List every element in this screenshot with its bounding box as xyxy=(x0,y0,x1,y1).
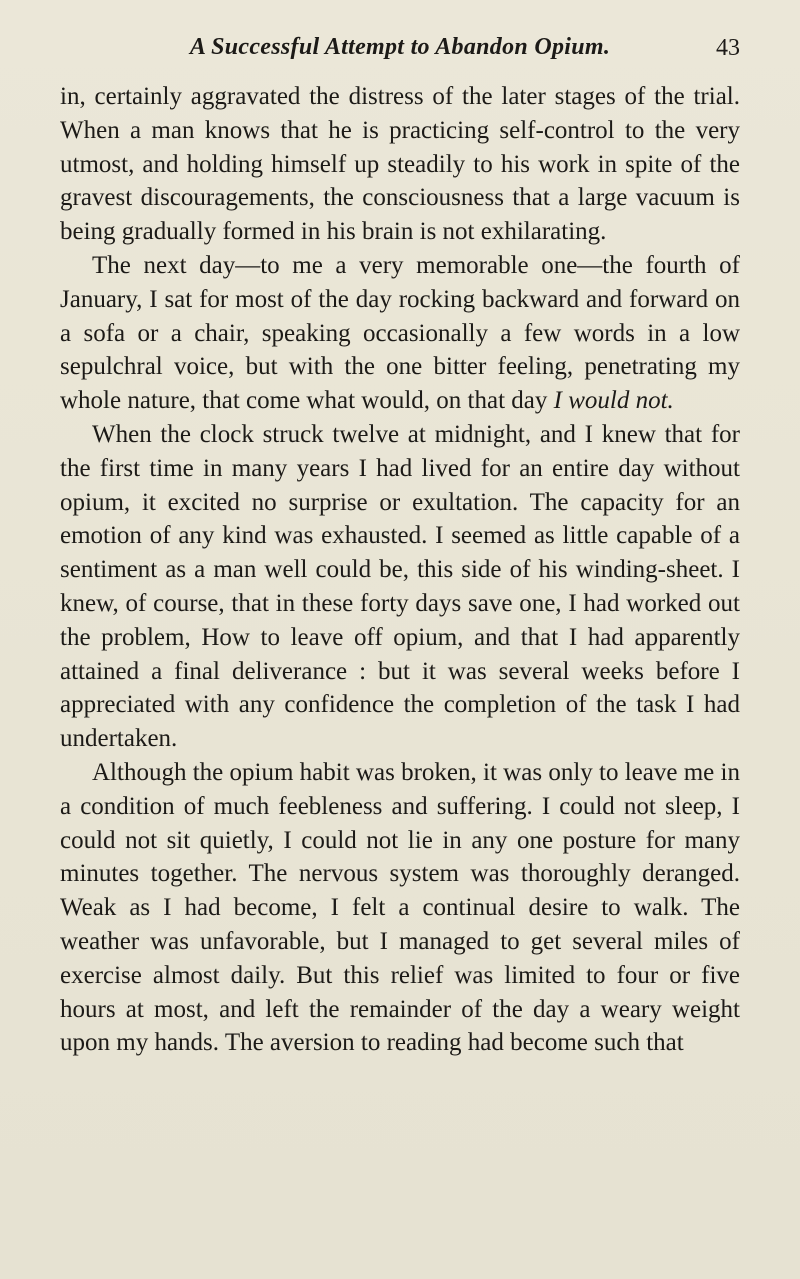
paragraph-midnight: When the clock struck twelve at midnight, and I knew that for the first time in many years I had lived for an entire day without opium, it excited no surprise or exultation. The capacity for an emotion of any kind was exhausted. I seemed as little capable of a sentiment as a man well could be, this side of his winding-sheet. I knew, of course, that in these forty days save one, I had worked out the problem, How to leave off opium, and that I had apparently attained a final deliverance : but it was several weeks before I appreciated with any confidence the completion of the task I had undertaken. xyxy=(60,420,740,753)
page-number: 43 xyxy=(716,35,740,61)
paragraph-feebleness: Although the opium habit was broken, it was only to leave me in a condition of much feebleness and suffering. I could not sleep, I could not sit quietly, I could not lie in any one posture for many minutes together. The nervous system was thoroughly deranged. Weak as I had become, I felt a continual desire to walk. The weather was unfavorable, but I managed to get several miles of exercise almost daily. But this relief was limited to four or five hours at most, and left the remainder of the day a weary weight upon my hands. The aversion to reading had become such that xyxy=(60,758,740,1057)
paragraph-continued: in, certainly aggravated the distress of the later stages of the trial. When a man knows that he is practicing self-control to the very utmost, and holding himself up steadily to his work in spite of the gravest discouragements, the consciousness that a large vacuum is being gradually formed in his brain is not exhilarating. xyxy=(60,83,740,246)
emphasis-i-would-not: I would not. xyxy=(553,387,674,415)
paragraph-next-day-text: The next day—to me a very memorable one—the fourth of January, I sat for most of the day rocking backward and forward on a sofa or a chair, speaking occasionally a few words in a low sepulchral voice, but with the one bitter feeling, penetrating my whole nature, that come what would, on that day xyxy=(60,251,740,415)
page-header xyxy=(60,34,740,66)
paragraph-next-day xyxy=(60,249,740,418)
running-title: A Successful Attempt to Abandon Opium. xyxy=(189,34,611,60)
body-text xyxy=(60,80,740,1060)
